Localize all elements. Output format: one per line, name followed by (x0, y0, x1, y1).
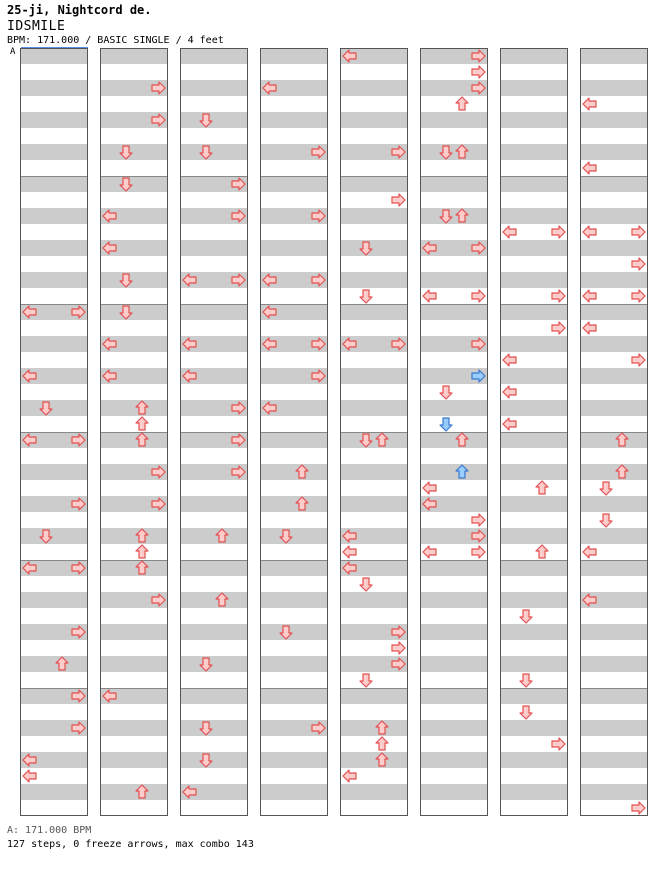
beat-stripe (180, 144, 248, 160)
beat-stripe (180, 688, 248, 704)
beat-stripe (500, 336, 568, 352)
beat-stripe (420, 656, 488, 672)
beat-stripe (20, 336, 88, 352)
beat-stripe (580, 624, 648, 640)
beat-stripe (500, 592, 568, 608)
beat-stripe (580, 528, 648, 544)
beat-stripe (420, 432, 488, 448)
beat-stripe (340, 112, 408, 128)
beat-stripe (20, 464, 88, 480)
beat-stripe (580, 656, 648, 672)
beat-stripe (420, 720, 488, 736)
beat-stripe (580, 400, 648, 416)
beat-stripe (20, 784, 88, 800)
chart-info: BPM: 171.000 / BASIC SINGLE / 4 feet (7, 35, 224, 46)
beat-stripe (340, 240, 408, 256)
beat-stripe (420, 144, 488, 160)
beat-stripe (180, 112, 248, 128)
beat-stripe (260, 432, 328, 448)
beat-stripe (580, 176, 648, 192)
beat-stripe (100, 656, 168, 672)
beat-stripe (180, 304, 248, 320)
beat-stripe (500, 464, 568, 480)
beat-stripe (180, 752, 248, 768)
beat-stripe (580, 48, 648, 64)
chart-column (260, 48, 328, 816)
beat-stripe (580, 368, 648, 384)
chart-column (100, 48, 168, 816)
chart-column (580, 48, 648, 816)
beat-stripe (20, 48, 88, 64)
beat-stripe (580, 784, 648, 800)
beat-stripe (580, 336, 648, 352)
beat-stripe (500, 368, 568, 384)
beat-stripe (500, 432, 568, 448)
beat-stripe (100, 48, 168, 64)
beat-stripe (180, 48, 248, 64)
beat-stripe (100, 720, 168, 736)
beat-stripe (260, 784, 328, 800)
beat-stripe (420, 560, 488, 576)
beat-stripe (20, 240, 88, 256)
beat-stripe (340, 592, 408, 608)
beat-stripe (580, 240, 648, 256)
beat-stripe (580, 720, 648, 736)
beat-stripe (100, 272, 168, 288)
beat-stripe (260, 688, 328, 704)
beat-stripe (500, 112, 568, 128)
beat-stripe (340, 688, 408, 704)
beat-stripe (340, 208, 408, 224)
beat-stripe (500, 560, 568, 576)
song-title: IDSMILE (7, 19, 66, 34)
beat-stripe (260, 464, 328, 480)
beat-stripe (580, 208, 648, 224)
beat-stripe (340, 784, 408, 800)
beat-stripe (500, 688, 568, 704)
beat-stripe (420, 592, 488, 608)
beat-stripe (420, 112, 488, 128)
beat-stripe (340, 752, 408, 768)
beat-stripe (500, 752, 568, 768)
beat-stripe (100, 176, 168, 192)
beat-stripe (340, 80, 408, 96)
beat-stripe (260, 560, 328, 576)
beat-stripe (580, 752, 648, 768)
beat-stripe (580, 272, 648, 288)
beat-stripe (580, 496, 648, 512)
beat-stripe (180, 80, 248, 96)
beat-stripe (340, 400, 408, 416)
chart-column (20, 48, 88, 816)
beat-stripe (100, 560, 168, 576)
beat-stripe (100, 528, 168, 544)
beat-stripe (180, 720, 248, 736)
beat-stripe (340, 432, 408, 448)
beat-stripe (100, 752, 168, 768)
beat-stripe (20, 592, 88, 608)
beat-stripe (340, 496, 408, 512)
beat-stripe (420, 176, 488, 192)
beat-stripe (500, 208, 568, 224)
beat-stripe (500, 496, 568, 512)
bpm-summary: A: 171.000 BPM (7, 825, 92, 836)
beat-stripe (500, 656, 568, 672)
beat-stripe (20, 528, 88, 544)
beat-stripe (20, 272, 88, 288)
beat-stripe (420, 208, 488, 224)
beat-stripe (180, 496, 248, 512)
beat-stripe (580, 560, 648, 576)
beat-stripe (260, 176, 328, 192)
beat-stripe (420, 752, 488, 768)
beat-stripe (500, 144, 568, 160)
beat-stripe (20, 208, 88, 224)
beat-stripe (340, 176, 408, 192)
beat-stripe (580, 304, 648, 320)
beat-stripe (500, 528, 568, 544)
beat-stripe (500, 48, 568, 64)
beat-stripe (420, 272, 488, 288)
beat-stripe (500, 784, 568, 800)
beat-stripe (20, 656, 88, 672)
beat-stripe (580, 144, 648, 160)
beat-stripe (420, 464, 488, 480)
beat-stripe (180, 560, 248, 576)
beat-stripe (500, 304, 568, 320)
beat-stripe (180, 656, 248, 672)
beat-stripe (100, 304, 168, 320)
beat-stripe (260, 752, 328, 768)
beat-stripe (100, 432, 168, 448)
beat-stripe (580, 688, 648, 704)
beat-stripe (20, 80, 88, 96)
beat-stripe (20, 400, 88, 416)
beat-stripe (340, 720, 408, 736)
beat-stripe (20, 176, 88, 192)
beat-stripe (500, 400, 568, 416)
bpm-segment-marker: A (10, 47, 16, 57)
chart-column (340, 48, 408, 816)
beat-stripe (100, 624, 168, 640)
beat-stripe (260, 496, 328, 512)
beat-stripe (340, 304, 408, 320)
beat-stripe (420, 304, 488, 320)
beat-stripe (180, 624, 248, 640)
beat-stripe (580, 464, 648, 480)
beat-stripe (500, 240, 568, 256)
beat-stripe (420, 624, 488, 640)
beat-stripe (340, 272, 408, 288)
beat-stripe (180, 528, 248, 544)
beat-stripe (420, 688, 488, 704)
beat-stripe (420, 400, 488, 416)
beat-stripe (500, 80, 568, 96)
beat-stripe (180, 592, 248, 608)
beat-stripe (260, 48, 328, 64)
song-artist: 25-ji, Nightcord de. (7, 3, 152, 17)
beat-stripe (580, 80, 648, 96)
beat-stripe (340, 464, 408, 480)
beat-stripe (500, 624, 568, 640)
step-stats: 127 steps, 0 freeze arrows, max combo 143 (7, 839, 254, 850)
beat-stripe (180, 240, 248, 256)
beat-stripe (260, 112, 328, 128)
beat-stripe (500, 272, 568, 288)
beat-stripe (260, 624, 328, 640)
chart-column (420, 48, 488, 816)
beat-stripe (580, 432, 648, 448)
beat-stripe (500, 176, 568, 192)
beat-stripe (420, 784, 488, 800)
beat-stripe (260, 656, 328, 672)
chart-column (500, 48, 568, 816)
beat-stripe (20, 112, 88, 128)
beat-stripe (580, 112, 648, 128)
beat-stripe (100, 784, 168, 800)
beat-stripe (340, 368, 408, 384)
beat-stripe (100, 144, 168, 160)
beat-stripe (100, 400, 168, 416)
beat-stripe (260, 528, 328, 544)
beat-stripe (260, 240, 328, 256)
beat-stripe (260, 592, 328, 608)
beat-stripe (500, 720, 568, 736)
beat-stripe (20, 144, 88, 160)
chart-column (180, 48, 248, 816)
